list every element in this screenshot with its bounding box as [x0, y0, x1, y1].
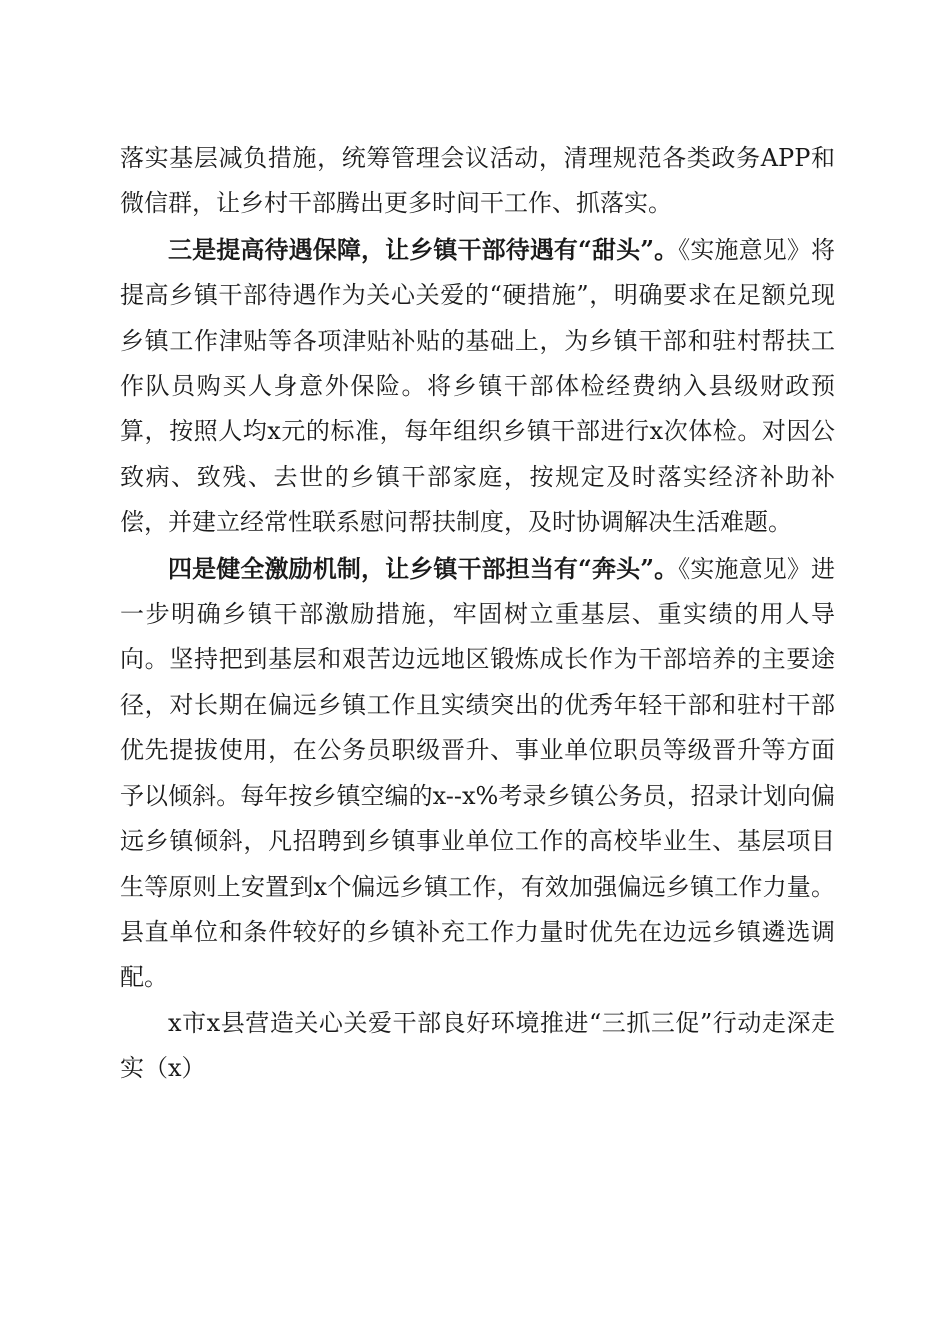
- paragraph-text: 落实基层减负措施，统筹管理会议活动，清理规范各类政务APP和微信群，让乡村干部腾出更多时间干工作、抓落实。: [120, 144, 835, 218]
- paragraph-heading: 四是健全激励机制，让乡镇干部担当有“奔头”。: [168, 553, 679, 583]
- document-page: [120, 136, 835, 1092]
- paragraph-heading: 三是提高待遇保障，让乡镇干部待遇有“甜头”。: [168, 234, 679, 264]
- paragraph-text: x市x县营造关心关爱干部良好环境推进“三抓三促”行动走深走实（x）: [120, 1008, 835, 1083]
- paragraph-text: 《实施意见》进一步明确乡镇干部激励措施，牢固树立重基层、重实绩的用人导向。坚持把到基层和艰苦边远地区锻炼成长作为干部培养的主要途径，对长期在偏远乡镇工作且实绩突出的优秀年轻干部和驻村干部优先提拔使用，在公务员职级晋升、事业单位职员等级晋升等方面予以倾斜。每年按乡镇空编的x--x%考录乡镇公务员，招录计划向偏远乡镇倾斜，凡招聘到乡镇事业单位工作的高校毕业生、基层项目生等原则上安置到x个偏远乡镇工作，有效加强偏远乡镇工作力量。县直单位和条件较好的乡镇补充工作力量时优先在边远乡镇遴选调配。: [120, 554, 836, 992]
- article-title-line: [120, 1001, 835, 1092]
- paragraph-continuation: [120, 136, 835, 227]
- paragraph-treatment-guarantee: [120, 227, 835, 546]
- paragraph-incentive-mechanism: [120, 546, 835, 1001]
- paragraph-text: 《实施意见》将提高乡镇干部待遇作为关心关爱的“硬措施”，明确要求在足额兑现乡镇工作津贴等各项津贴补贴的基础上，为乡镇干部和驻村帮扶工作队员购买人身意外保险。将乡镇干部体检经费纳入县级财政预算，按照人均x元的标准，每年组织乡镇干部进行x次体检。对因公致病、致残、去世的乡镇干部家庭，按规定及时落实经济补助补偿，并建立经常性联系慰问帮扶制度，及时协调解决生活难题。: [120, 235, 836, 537]
